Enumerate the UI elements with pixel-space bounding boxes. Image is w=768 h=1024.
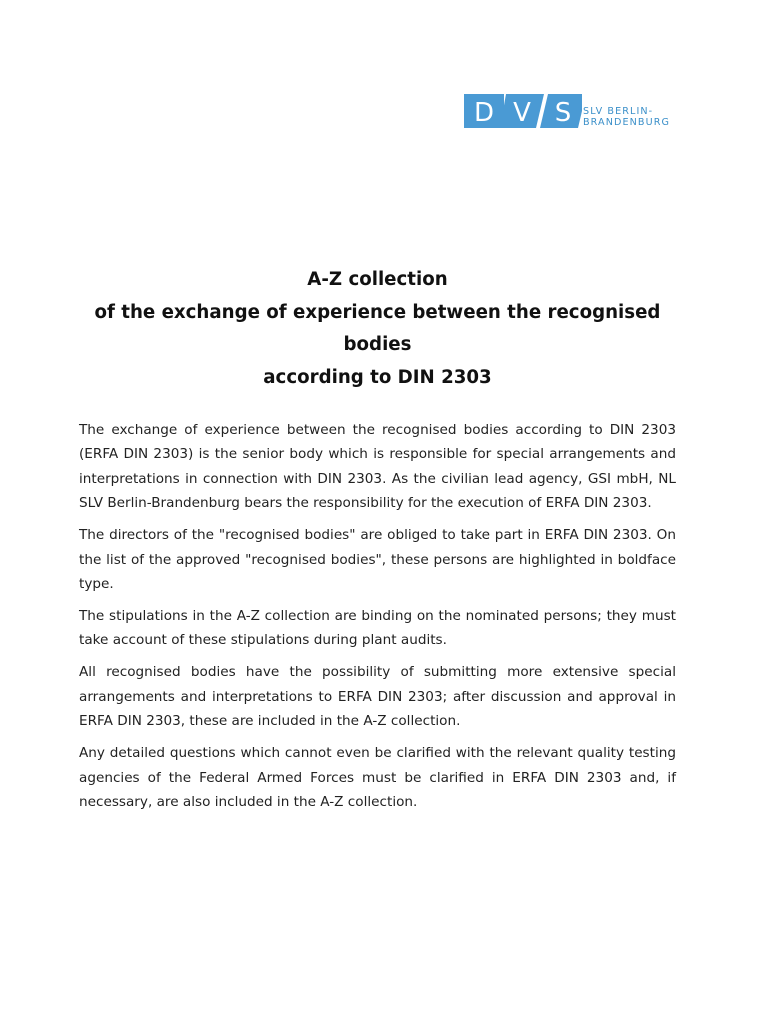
dvs-logo-mark xyxy=(464,94,582,130)
document-body xyxy=(79,418,676,822)
paragraph-directors: The directors of the "recognised bodies" are obliged to take part in ERFA DIN 2303. On the list of the approved "recognised bodies", these persons are highlighted in boldface type. xyxy=(79,527,676,593)
logo-line-2: BRANDENBURG xyxy=(583,116,671,128)
title-line-3: bodies xyxy=(343,334,412,355)
logo-line-1: SLV BERLIN- xyxy=(583,106,654,117)
paragraph-submissions: All recognised bodies have the possibility of submitting more extensive special arrangements and interpretations to ERFA DIN 2303; after discussion and approval in ERFA DIN 2303, these are included in the A-Z collection. xyxy=(79,664,676,730)
dvs-logo xyxy=(464,94,686,130)
paragraph-stipulations: The stipulations in the A-Z collection are binding on the nominated persons; they must take account of these stipulations during plant audits. xyxy=(79,608,676,649)
paragraph-intro: The exchange of experience between the recognised bodies according to DIN 2303 (ERFA DIN 2303) is the senior body which is responsible for special arrangements and interpretations in connection with DIN 2303. As the civilian lead agency, GSI mbH, NL SLV Berlin-Brandenburg bears the responsibility for the execution of ERFA DIN 2303. xyxy=(79,422,676,512)
title-line-1: A-Z collection xyxy=(307,269,448,290)
logo-letter-v: V xyxy=(513,98,531,128)
logo-letter-d: D xyxy=(473,98,495,128)
logo-text xyxy=(583,107,670,128)
title-line-2: of the exchange of experience between the recognised xyxy=(94,301,661,323)
document-title xyxy=(79,264,676,394)
paragraph-questions: Any detailed questions which cannot even be clarified with the relevant quality testing agencies of the Federal Armed Forces must be clarified in ERFA DIN 2303 and, if necessary, are also included in the A-Z collection. xyxy=(79,745,676,811)
logo-letter-s: S xyxy=(554,98,572,128)
title-line-4: according to DIN 2303 xyxy=(263,366,492,388)
